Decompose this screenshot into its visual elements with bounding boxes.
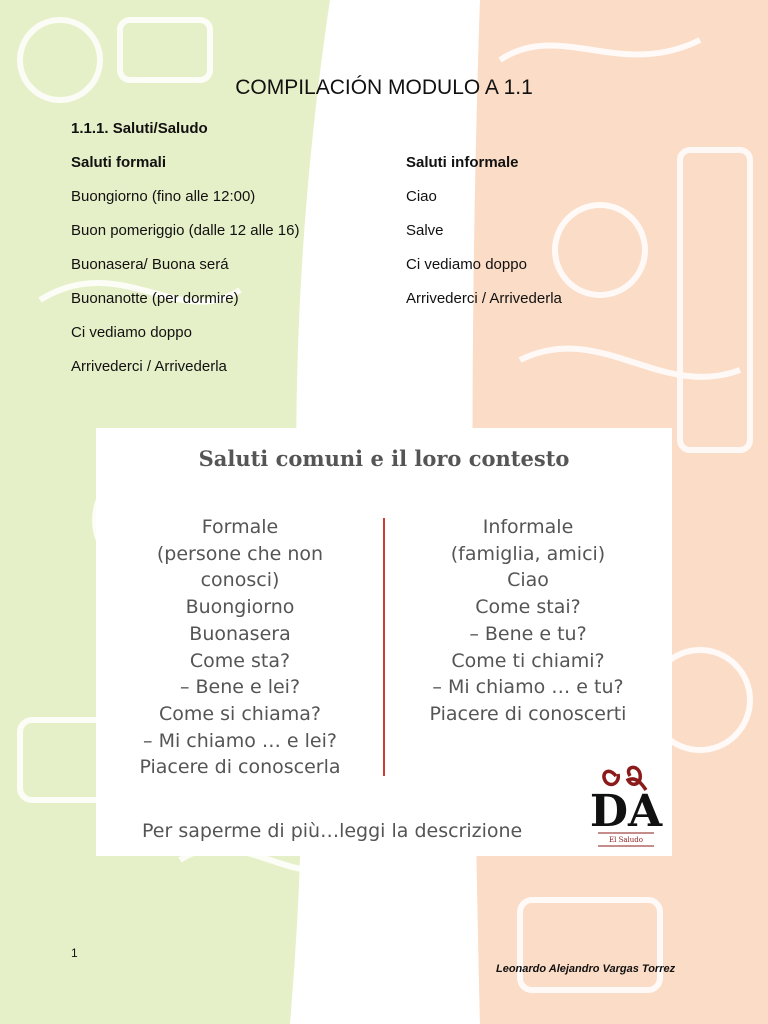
informal-heading: Saluti informale: [406, 154, 519, 171]
da-logo: [584, 762, 668, 852]
infographic-informal-line: Piacere di conoscerti: [429, 702, 627, 725]
section-heading: 1.1.1. Saluti/Saludo: [71, 120, 208, 137]
formal-item: Arrivederci / Arrivederla: [71, 358, 227, 375]
infographic-formal-line: Buongiorno: [185, 596, 295, 619]
formal-item: Buonasera/ Buona será: [71, 256, 229, 273]
informal-item: Ciao: [406, 188, 437, 205]
formal-item: Buongiorno (fino alle 12:00): [71, 188, 256, 205]
formal-item: Buonanotte (per dormire): [71, 290, 239, 307]
page-number: 1: [71, 946, 78, 960]
informal-item: Arrivederci / Arrivederla: [406, 290, 562, 307]
informal-item: Salve: [406, 222, 444, 239]
infographic-footer: Per saperme di più…leggi la descrizione: [142, 820, 523, 842]
greetings-infographic: [96, 428, 672, 856]
infographic-formal-line: Buonasera: [189, 622, 291, 645]
informal-item: Ci vediamo doppo: [406, 256, 527, 273]
infographic-formal-line: – Bene e lei?: [179, 676, 301, 699]
svg-text:DA: DA: [589, 786, 663, 837]
infographic-informal-line: – Mi chiamo … e tu?: [432, 676, 624, 699]
infographic-informal-line: Ciao: [507, 569, 549, 592]
infographic-formal-line: Come si chiama?: [159, 702, 321, 725]
infographic-title: Saluti comuni e il loro contesto: [198, 446, 570, 471]
svg-text:El Saludo: El Saludo: [609, 836, 643, 844]
document-title: COMPILACIÓN MODULO A 1.1: [235, 76, 533, 99]
infographic-formal-line: conosci): [200, 569, 280, 592]
informal-greetings-column: [406, 154, 562, 324]
infographic-formal-line: (persone che non: [156, 542, 324, 565]
infographic-formal-line: Come sta?: [189, 649, 291, 672]
formal-greetings-column: [71, 154, 299, 392]
infographic-informal-column: [384, 514, 672, 728]
infographic-informal-line: – Bene e tu?: [469, 622, 587, 645]
infographic-informal-line: (famiglia, amici): [450, 542, 606, 565]
infographic-informal-line: Come ti chiami?: [451, 649, 605, 672]
infographic-formal-line: – Mi chiamo … e lei?: [143, 729, 337, 752]
formal-item: Buon pomeriggio (dalle 12 alle 16): [71, 222, 300, 239]
formal-heading: Saluti formali: [71, 154, 167, 171]
formal-item: Ci vediamo doppo: [71, 324, 192, 341]
infographic-formal-column: [96, 514, 384, 781]
infographic-informal-line: Come stai?: [475, 596, 581, 619]
author-name: Leonardo Alejandro Vargas Torrez: [496, 963, 676, 975]
infographic-formal-line: Formale: [201, 516, 279, 538]
infographic-informal-line: Informale: [482, 516, 574, 538]
infographic-formal-line: Piacere di conoscerla: [139, 756, 341, 779]
